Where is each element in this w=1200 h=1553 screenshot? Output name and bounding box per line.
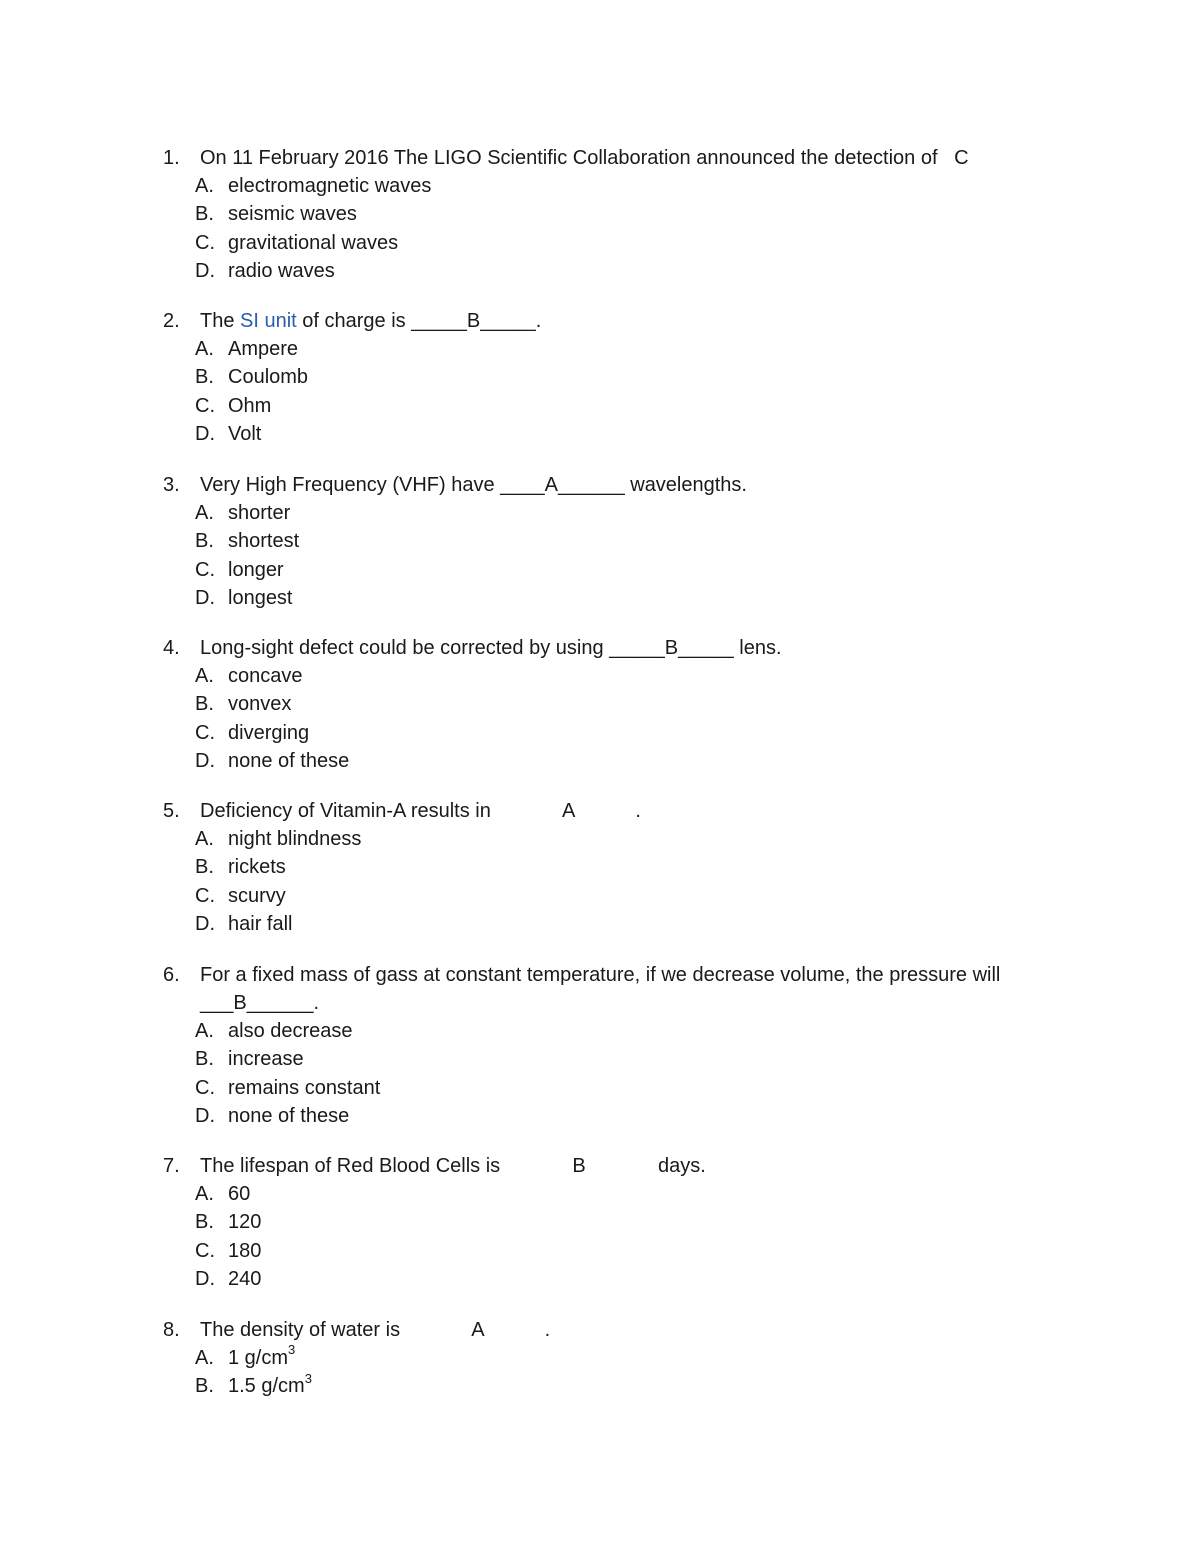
question-text-pre: The: [200, 310, 241, 332]
question-text-post: of charge is _____B_____.: [296, 310, 542, 332]
option-b: [163, 200, 1063, 228]
option-text: 120: [228, 1211, 262, 1234]
question-5: [163, 797, 1063, 938]
option-letter: C.: [195, 721, 215, 744]
option-letter: C.: [195, 394, 215, 417]
question-stem: [163, 634, 1063, 662]
question-text: The lifespan of Red Blood Cells is: [200, 1155, 501, 1177]
option-text: scurvy: [228, 884, 286, 907]
question-4: [163, 634, 1063, 775]
question-number: 5.: [163, 800, 180, 822]
option-text: 180: [228, 1239, 262, 1262]
option-letter: C.: [195, 1239, 215, 1262]
question-1: [163, 144, 1063, 285]
option-text: 1.5 g/cm: [228, 1375, 305, 1398]
question-text: Very High Frequency (VHF) have ____A______ wavelengths.: [200, 474, 747, 496]
question-stem: [163, 797, 1063, 825]
option-text: remains constant: [228, 1076, 381, 1099]
question-6: [163, 961, 1063, 1130]
option-b: [163, 363, 1063, 391]
option-letter: A.: [195, 1020, 214, 1042]
option-letter: C.: [195, 231, 215, 254]
option-letter: D.: [195, 1267, 215, 1290]
question-text: For a fixed mass of gass at constant temperature, if we decrease volume, the pressure will: [200, 964, 1001, 986]
option-a: [163, 1017, 1063, 1045]
question-number: 7.: [163, 1155, 180, 1177]
option-a: [163, 662, 1063, 690]
option-a: [163, 335, 1063, 363]
question-text: Long-sight defect could be corrected by using _____B_____ lens.: [200, 637, 782, 659]
option-text: rickets: [228, 856, 286, 879]
option-b: [163, 853, 1063, 881]
option-c: [163, 882, 1063, 910]
option-a: [163, 499, 1063, 527]
option-letter: B.: [195, 530, 214, 553]
question-stem: [163, 307, 1063, 335]
si-unit-link[interactable]: SI unit: [240, 310, 297, 332]
question-number: 6.: [163, 964, 180, 986]
option-text: Volt: [228, 422, 262, 445]
option-superscript: 3: [304, 1370, 312, 1386]
option-d: [163, 584, 1063, 612]
option-b: [163, 1045, 1063, 1073]
option-letter: D.: [195, 912, 215, 935]
option-d: [163, 747, 1063, 775]
question-text: Deficiency of Vitamin-A results in: [200, 800, 491, 822]
option-text: increase: [228, 1048, 304, 1071]
question-number: 1.: [163, 147, 180, 169]
question-stem: [163, 144, 1063, 172]
option-text: 60: [228, 1183, 251, 1205]
question-number: 2.: [163, 310, 180, 332]
option-text: 240: [228, 1267, 262, 1290]
option-d: [163, 257, 1063, 285]
question-7: [163, 1152, 1063, 1293]
option-d: [163, 1102, 1063, 1130]
option-a: [163, 1180, 1063, 1208]
option-text: radio waves: [228, 259, 335, 282]
question-end: .: [544, 1319, 551, 1341]
question-stem: [163, 1152, 1063, 1180]
question-stem-line-2: ___B______.: [200, 992, 320, 1014]
option-text: Ohm: [228, 394, 272, 417]
question-number: 4.: [163, 637, 180, 659]
option-letter: D.: [195, 749, 215, 772]
option-text: longest: [228, 586, 293, 609]
answer-letter: C: [954, 147, 969, 169]
option-letter: D.: [195, 1104, 215, 1127]
option-c: [163, 556, 1063, 584]
question-stem: [163, 471, 1063, 499]
option-letter: A.: [195, 338, 214, 360]
option-text: none of these: [228, 1104, 350, 1127]
question-number: 8.: [163, 1319, 180, 1341]
option-letter: B.: [195, 1211, 214, 1234]
option-letter: C.: [195, 884, 215, 907]
option-letter: D.: [195, 586, 215, 609]
question-stem: [163, 1316, 1063, 1344]
option-letter: B.: [195, 366, 214, 389]
option-letter: B.: [195, 203, 214, 226]
option-text: shortest: [228, 530, 300, 553]
option-letter: B.: [195, 693, 214, 716]
option-text: gravitational waves: [228, 231, 399, 254]
option-b: [163, 527, 1063, 555]
option-superscript: 3: [288, 1342, 296, 1358]
option-d: [163, 1265, 1063, 1293]
question-2: [163, 307, 1063, 448]
option-text: longer: [228, 558, 284, 581]
option-letter: A.: [195, 175, 214, 197]
option-text: concave: [228, 665, 303, 687]
question-stem: [163, 961, 1063, 989]
option-letter: B.: [195, 1375, 214, 1398]
question-text: The density of water is: [200, 1319, 401, 1341]
option-d: [163, 910, 1063, 938]
option-text: electromagnetic waves: [228, 175, 432, 197]
answer-letter: A: [562, 800, 575, 822]
answer-letter: A: [471, 1319, 484, 1341]
option-letter: A.: [195, 1347, 214, 1369]
option-letter: B.: [195, 1048, 214, 1071]
option-text: shorter: [228, 502, 291, 524]
question-end: days.: [658, 1155, 706, 1177]
option-text: also decrease: [228, 1020, 353, 1042]
option-c: [163, 1237, 1063, 1265]
option-text: 1 g/cm: [228, 1347, 289, 1369]
option-letter: C.: [195, 1076, 215, 1099]
option-b: [163, 690, 1063, 718]
option-a: [163, 1344, 1063, 1372]
option-c: [163, 719, 1063, 747]
question-end: .: [635, 800, 641, 822]
option-text: none of these: [228, 749, 350, 772]
option-letter: D.: [195, 259, 215, 282]
option-b: [163, 1208, 1063, 1236]
option-letter: A.: [195, 502, 214, 524]
option-letter: C.: [195, 558, 215, 581]
option-text: Ampere: [228, 338, 299, 360]
option-text: Coulomb: [228, 366, 309, 389]
option-c: [163, 229, 1063, 257]
option-a: [163, 172, 1063, 200]
option-text: seismic waves: [228, 203, 357, 226]
option-letter: A.: [195, 1183, 214, 1205]
question-8: [163, 1316, 1063, 1401]
option-text: night blindness: [228, 828, 362, 850]
option-a: [163, 825, 1063, 853]
option-letter: B.: [195, 856, 214, 879]
question-text: On 11 February 2016 The LIGO Scientific Collaboration announced the detection of: [200, 147, 938, 169]
option-b: [163, 1372, 1063, 1400]
option-text: vonvex: [228, 693, 292, 716]
option-letter: D.: [195, 422, 215, 445]
option-d: [163, 420, 1063, 448]
answer-letter: B: [572, 1155, 586, 1177]
option-text: hair fall: [228, 912, 293, 935]
option-c: [163, 392, 1063, 420]
question-3: [163, 471, 1063, 612]
question-number: 3.: [163, 474, 180, 496]
option-letter: A.: [195, 665, 214, 687]
option-text: diverging: [228, 721, 310, 744]
option-c: [163, 1074, 1063, 1102]
option-letter: A.: [195, 828, 214, 850]
